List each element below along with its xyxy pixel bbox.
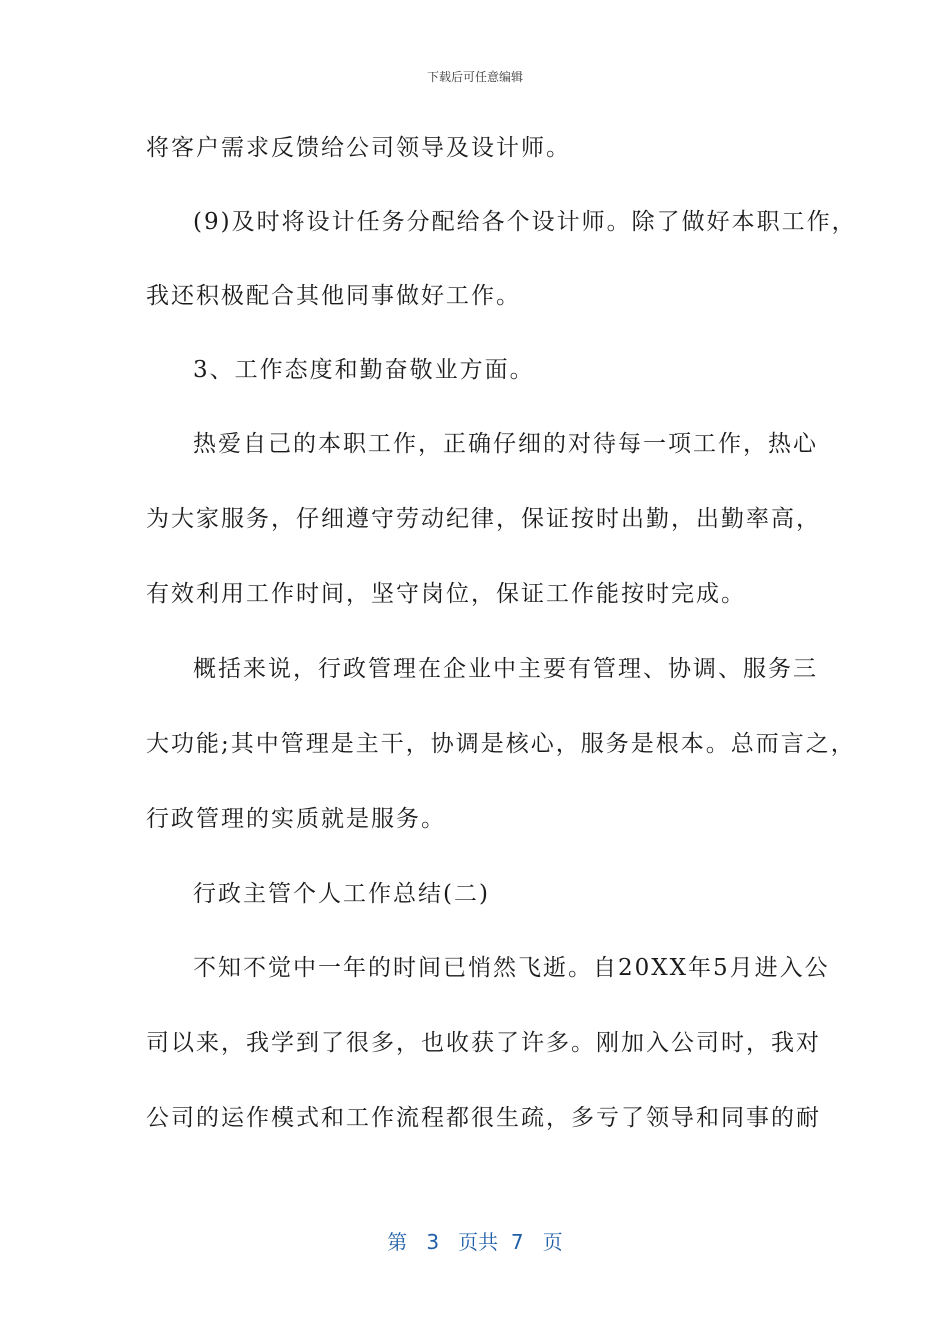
body-line-3: 我还积极配合其他同事做好工作。 bbox=[146, 283, 521, 309]
footer-page-number: 3 bbox=[426, 1230, 440, 1254]
body-line-14: 公司的运作模式和工作流程都很生疏，多亏了领导和同事的耐 bbox=[146, 1105, 821, 1131]
page-header: 下载后可任意编辑 bbox=[426, 70, 523, 84]
body-line-5: 热爱自己的本职工作，正确仔细的对待每一项工作，热心 bbox=[193, 431, 818, 457]
footer-prefix: 第 bbox=[387, 1230, 408, 1254]
body-line-7: 有效利用工作时间，坚守岗位，保证工作能按时完成。 bbox=[146, 581, 746, 607]
body-line-13: 司以来，我学到了很多，也收获了许多。刚加入公司时，我对 bbox=[146, 1030, 821, 1056]
body-line-12: 不知不觉中一年的时间已悄然飞逝。自20XX年5月进入公 bbox=[193, 955, 830, 981]
body-line-6: 为大家服务，仔细遵守劳动纪律，保证按时出勤，出勤率高， bbox=[146, 506, 821, 532]
body-line-4: 3、工作态度和勤奋敬业方面。 bbox=[193, 357, 535, 383]
body-line-1: 将客户需求反馈给公司领导及设计师。 bbox=[146, 135, 571, 161]
body-line-2: (9)及时将设计任务分配给各个设计师。除了做好本职工作， bbox=[193, 209, 857, 235]
body-line-8: 概括来说，行政管理在企业中主要有管理、协调、服务三 bbox=[193, 656, 818, 682]
body-line-10: 行政管理的实质就是服务。 bbox=[146, 806, 446, 832]
section-heading: 行政主管个人工作总结(二) bbox=[193, 881, 490, 907]
footer-suffix: 页 bbox=[542, 1230, 563, 1254]
page-footer bbox=[0, 1226, 950, 1255]
footer-middle: 页共 bbox=[458, 1230, 499, 1254]
body-line-9: 大功能;其中管理是主干，协调是核心，服务是根本。总而言之， bbox=[146, 731, 856, 757]
footer-total-pages: 7 bbox=[510, 1230, 524, 1254]
